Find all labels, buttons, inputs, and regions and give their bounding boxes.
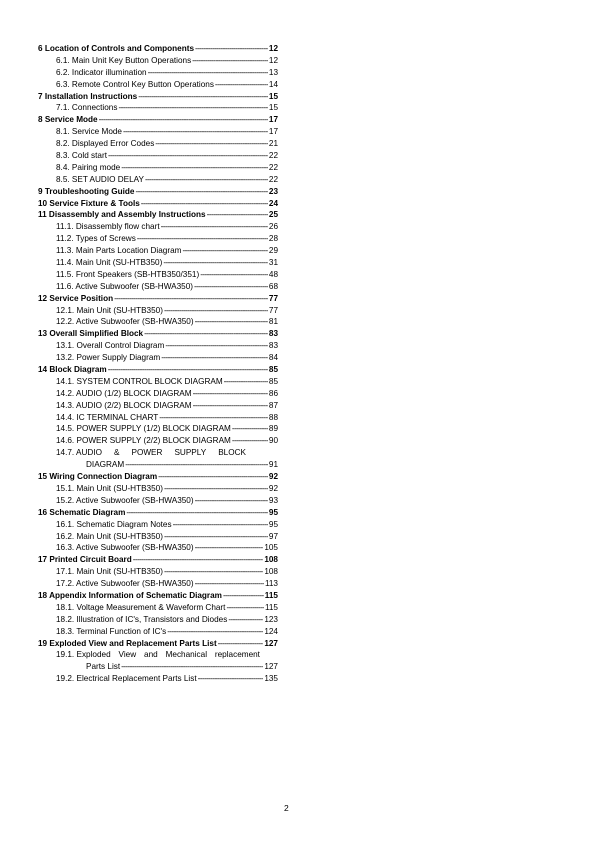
toc-entry-16-2[interactable] [34, 531, 278, 543]
toc-title: 13.2. Power Supply Diagram [56, 353, 161, 363]
toc-page: 31 [268, 258, 278, 268]
toc-title: 18.1. Voltage Measurement & Waveform Chart [56, 602, 226, 612]
toc-entry-14-7-line1[interactable]: 14.7. AUDIO & POWER SUPPLY BLOCK [56, 448, 246, 458]
toc-title: 11.2. Types of Screws [56, 234, 136, 244]
toc-entry-6-2[interactable] [34, 67, 278, 79]
toc-title: 14 Block Diagram [38, 365, 107, 375]
toc-entry-12[interactable] [34, 293, 278, 305]
toc-entry-18-1[interactable] [34, 602, 278, 614]
toc-entry-18-3[interactable] [34, 626, 278, 638]
toc-title: 11.6. Active Subwoofer (SB-HWA350) [56, 281, 193, 291]
toc-page: 22 [268, 162, 278, 172]
toc-entry-16-3[interactable] [34, 542, 278, 554]
toc-page: 84 [268, 353, 278, 363]
page-number: 2 [284, 803, 289, 813]
toc-entry-16[interactable] [34, 507, 278, 519]
toc-page: 23 [268, 186, 278, 196]
toc-title: 17.2. Active Subwoofer (SB-HWA350) [56, 579, 194, 589]
toc-title: 14.2. AUDIO (1/2) BLOCK DIAGRAM [56, 388, 192, 398]
toc-title: 12.2. Active Subwoofer (SB-HWA350) [56, 317, 194, 327]
toc-page: 83 [268, 341, 278, 351]
toc-page: 21 [268, 139, 278, 149]
toc-title: 11.4. Main Unit (SU-HTB350) [56, 258, 163, 268]
toc-title: 8 Service Mode [38, 115, 98, 125]
toc-page: 123 [264, 614, 278, 624]
toc-title: 14.5. POWER SUPPLY (1/2) BLOCK DIAGRAM [56, 424, 231, 434]
toc-title: 16.2. Main Unit (SU-HTB350) [56, 531, 163, 541]
toc-title: 11 Disassembly and Assembly Instructions [38, 210, 206, 220]
table-of-contents [34, 43, 278, 685]
toc-page: 87 [268, 400, 278, 410]
toc-title: 11.5. Front Speakers (SB-HTB350/351) [56, 269, 200, 279]
toc-page: 85 [268, 376, 278, 386]
toc-page: 15 [268, 91, 278, 101]
toc-page: 124 [264, 626, 278, 636]
toc-page: 77 [268, 293, 278, 303]
toc-page: 14 [268, 79, 278, 89]
toc-title: 15.1. Main Unit (SU-HTB350) [56, 483, 163, 493]
toc-entry-8-4[interactable] [34, 162, 278, 174]
toc-title: 8.4. Pairing mode [56, 162, 121, 172]
toc-entry-15-2[interactable] [34, 495, 278, 507]
toc-entry-17-1[interactable] [34, 566, 278, 578]
toc-entry-19-1-line1[interactable]: 19.1. Exploded View and Mechanical replacement [56, 650, 260, 660]
toc-title: 9 Troubleshooting Guide [38, 186, 135, 196]
toc-title: Parts List [86, 662, 121, 672]
toc-entry-14-1[interactable] [34, 376, 278, 388]
toc-page: 92 [268, 472, 278, 482]
toc-entry-12-1[interactable] [34, 305, 278, 317]
toc-page: 108 [264, 567, 278, 577]
toc-title: 18.3. Terminal Function of IC's [56, 626, 167, 636]
toc-entry-8-1[interactable] [34, 126, 278, 138]
toc-page: 12 [268, 55, 278, 65]
toc-title: 13 Overall Simplified Block [38, 329, 144, 339]
toc-entry-8-3[interactable] [34, 150, 278, 162]
toc-title: 14.3. AUDIO (2/2) BLOCK DIAGRAM [56, 400, 192, 410]
toc-title: 18.2. Illustration of IC's, Transistors and Diodes [56, 614, 228, 624]
toc-entry-15-1[interactable] [34, 483, 278, 495]
toc-entry-14-5[interactable] [34, 424, 278, 436]
toc-title: 15.2. Active Subwoofer (SB-HWA350) [56, 495, 194, 505]
toc-title: 16.3. Active Subwoofer (SB-HWA350) [56, 543, 194, 553]
toc-page: 95 [268, 507, 278, 517]
toc-entry-16-1[interactable] [34, 519, 278, 531]
toc-title: 6 Location of Controls and Components [38, 43, 195, 53]
toc-entry-19-1-line2[interactable] [34, 661, 278, 673]
toc-page: 127 [264, 662, 278, 672]
toc-title: 15 Wiring Connection Diagram [38, 472, 158, 482]
toc-entry-12-2[interactable] [34, 316, 278, 328]
toc-entry-7[interactable] [34, 91, 278, 103]
toc-page: 105 [264, 543, 278, 553]
toc-entry-17-2[interactable] [34, 578, 278, 590]
toc-title: 11.1. Disassembly flow chart [56, 222, 160, 232]
toc-page: 68 [268, 281, 278, 291]
toc-page: 81 [268, 317, 278, 327]
toc-entry-14-4[interactable] [34, 412, 278, 424]
toc-page: 15 [268, 103, 278, 113]
toc-title: DIAGRAM [86, 460, 125, 470]
toc-page: 92 [268, 483, 278, 493]
toc-page: 13 [268, 67, 278, 77]
toc-title: 19 Exploded View and Replacement Parts List [38, 638, 217, 648]
toc-entry-18[interactable] [34, 590, 278, 602]
toc-title: 11.3. Main Parts Location Diagram [56, 246, 182, 256]
toc-entry-13-1[interactable] [34, 340, 278, 352]
toc-page: 90 [268, 436, 278, 446]
toc-title: 13.1. Overall Control Diagram [56, 341, 165, 351]
toc-page: 83 [268, 329, 278, 339]
toc-title: 18 Appendix Information of Schematic Diagram [38, 590, 222, 600]
toc-page: 97 [268, 531, 278, 541]
toc-title: 10 Service Fixture & Tools [38, 198, 140, 208]
toc-page: 89 [268, 424, 278, 434]
toc-title: 6.3. Remote Control Key Button Operations [56, 79, 214, 89]
toc-page: 12 [268, 43, 278, 53]
toc-title: 16 Schematic Diagram [38, 507, 126, 517]
toc-page: 86 [268, 388, 278, 398]
toc-title: 16.1. Schematic Diagram Notes [56, 519, 172, 529]
toc-entry-19-2[interactable] [34, 673, 278, 685]
toc-entry-14-2[interactable] [34, 388, 278, 400]
toc-title: 17.1. Main Unit (SU-HTB350) [56, 567, 163, 577]
toc-entry-15[interactable] [34, 471, 278, 483]
toc-entry-11-6[interactable] [34, 281, 278, 293]
toc-page: 135 [264, 674, 278, 684]
toc-entry-11-2[interactable] [34, 233, 278, 245]
toc-page: 113 [264, 579, 278, 589]
toc-page: 17 [268, 127, 278, 137]
toc-entry-11[interactable] [34, 209, 278, 221]
toc-page: 48 [268, 269, 278, 279]
toc-entry-17[interactable] [34, 554, 278, 566]
toc-title: 8.5. SET AUDIO DELAY [56, 174, 144, 184]
toc-entry-11-1[interactable] [34, 221, 278, 233]
toc-entry-14[interactable] [34, 364, 278, 376]
toc-title: 7 Installation Instructions [38, 91, 138, 101]
toc-page: 108 [264, 555, 278, 565]
toc-entry-13[interactable] [34, 328, 278, 340]
toc-entry-14-3[interactable] [34, 400, 278, 412]
toc-title: 12.1. Main Unit (SU-HTB350) [56, 305, 163, 315]
toc-title: 7.1. Connections [56, 103, 118, 113]
toc-entry-11-4[interactable] [34, 257, 278, 269]
toc-page: 22 [268, 151, 278, 160]
toc-page: 26 [268, 222, 278, 232]
toc-entry-6[interactable] [34, 43, 278, 55]
toc-page: 115 [264, 602, 278, 612]
toc-entry-9[interactable] [34, 186, 278, 198]
toc-entry-7-1[interactable] [34, 102, 278, 114]
toc-title: 14.4. IC TERMINAL CHART [56, 412, 159, 422]
toc-title: 14.1. SYSTEM CONTROL BLOCK DIAGRAM [56, 376, 223, 386]
toc-title: 12 Service Position [38, 293, 114, 303]
toc-title: 8.3. Cold start [56, 151, 107, 160]
toc-entry-14-7-line2[interactable] [34, 459, 278, 471]
toc-page: 88 [268, 412, 278, 422]
toc-title: 19.2. Electrical Replacement Parts List [56, 674, 197, 684]
toc-entry-10[interactable] [34, 198, 278, 210]
toc-page: 85 [268, 365, 278, 375]
toc-page: 95 [268, 519, 278, 529]
toc-page: 115 [264, 590, 278, 600]
toc-title: 17 Printed Circuit Board [38, 555, 132, 565]
toc-entry-8-5[interactable] [34, 174, 278, 186]
toc-page: 24 [268, 198, 278, 208]
toc-page: 93 [268, 495, 278, 505]
toc-entry-6-3[interactable] [34, 79, 278, 91]
toc-title: 8.1. Service Mode [56, 127, 122, 137]
toc-page: 28 [268, 234, 278, 244]
toc-entry-19[interactable] [34, 638, 278, 650]
toc-entry-11-3[interactable] [34, 245, 278, 257]
toc-entry-18-2[interactable] [34, 614, 278, 626]
toc-entry-6-1[interactable] [34, 55, 278, 67]
toc-page: 91 [268, 460, 278, 470]
toc-entry-11-5[interactable] [34, 269, 278, 281]
toc-page: 25 [268, 210, 278, 220]
toc-page: 22 [268, 174, 278, 184]
toc-title: 6.1. Main Unit Key Button Operations [56, 55, 192, 65]
toc-entry-8-2[interactable] [34, 138, 278, 150]
toc-page: 29 [268, 246, 278, 256]
toc-title: 14.6. POWER SUPPLY (2/2) BLOCK DIAGRAM [56, 436, 231, 446]
toc-entry-8[interactable] [34, 114, 278, 126]
toc-page: 17 [268, 115, 278, 125]
toc-page: 127 [264, 638, 278, 648]
toc-entry-14-6[interactable] [34, 435, 278, 447]
toc-page: 77 [268, 305, 278, 315]
toc-title: 8.2. Displayed Error Codes [56, 139, 155, 149]
toc-title: 6.2. Indicator illumination [56, 67, 147, 77]
toc-entry-13-2[interactable] [34, 352, 278, 364]
